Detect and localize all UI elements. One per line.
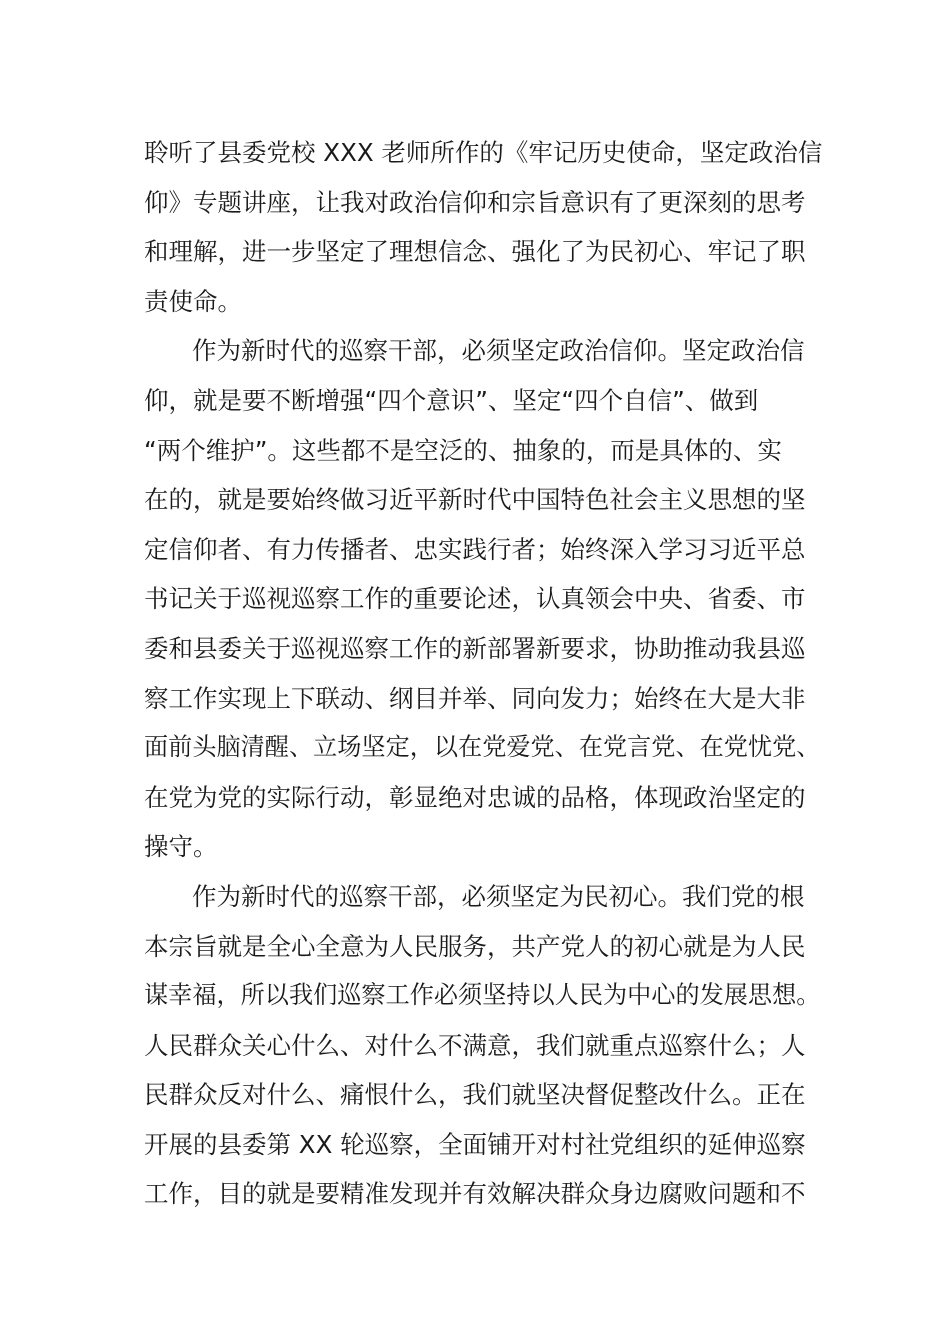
text-line: 工作，目的就是要精准发现并有效解决群众身边腐败问题和不: [144, 1179, 806, 1209]
text-line: 谋幸福，所以我们巡察工作必须坚持以人民为中心的发展思想。: [144, 981, 821, 1010]
text-line: 民群众反对什么、痛恨什么，我们就坚决督促整改什么。正在: [144, 1080, 806, 1110]
text-line: 开展的县委第 XX 轮巡察，全面铺开对村社党组织的延伸巡察: [144, 1129, 806, 1159]
text-line: 仰》专题讲座，让我对政治信仰和宗旨意识有了更深刻的思考: [144, 187, 806, 217]
text-line: 在的，就是要始终做习近平新时代中国特色社会主义思想的坚: [144, 485, 806, 515]
text-line: 本宗旨就是全心全意为人民服务，共产党人的初心就是为人民: [144, 931, 806, 961]
text-line: 委和县委关于巡视巡察工作的新部署新要求，协助推动我县巡: [144, 633, 806, 663]
text-line: 面前头脑清醒、立场坚定，以在党爱党、在党言党、在党忧党、: [144, 733, 821, 762]
text-line: 在党为党的实际行动，彰显绝对忠诚的品格，体现政治坚定的: [144, 782, 806, 812]
document-body: [144, 128, 824, 1219]
text-line: 聆听了县委党校 XXX 老师所作的《牢记历史使命，坚定政治信: [144, 138, 823, 167]
text-line: 和理解，进一步坚定了理想信念、强化了为民初心、牢记了职: [144, 237, 806, 267]
text-line: 作为新时代的巡察干部，必须坚定政治信仰。坚定政治信: [192, 336, 805, 366]
text-line: 责使命。: [144, 286, 242, 316]
text-line: 定信仰者、有力传播者、忠实践行者；始终深入学习习近平总: [144, 534, 806, 564]
text-line: 察工作实现上下联动、纲目并举、同向发力；始终在大是大非: [144, 683, 806, 713]
paragraph-1: [144, 128, 824, 326]
text-line: “两个维护”。这些都不是空泛的、抽象的，而是具体的、实: [144, 435, 782, 465]
text-line: 作为新时代的巡察干部，必须坚定为民初心。我们党的根: [192, 881, 805, 911]
text-line: 操守。: [144, 832, 218, 862]
text-line: 仰，就是要不断增强“四个意识”、坚定“四个自信”、做到: [144, 385, 759, 415]
paragraph-2: [144, 326, 824, 872]
paragraph-3: [144, 872, 824, 1219]
text-line: 书记关于巡视巡察工作的重要论述，认真领会中央、省委、市: [144, 584, 806, 614]
text-line: 人民群众关心什么、对什么不满意，我们就重点巡察什么；人: [144, 1030, 806, 1060]
